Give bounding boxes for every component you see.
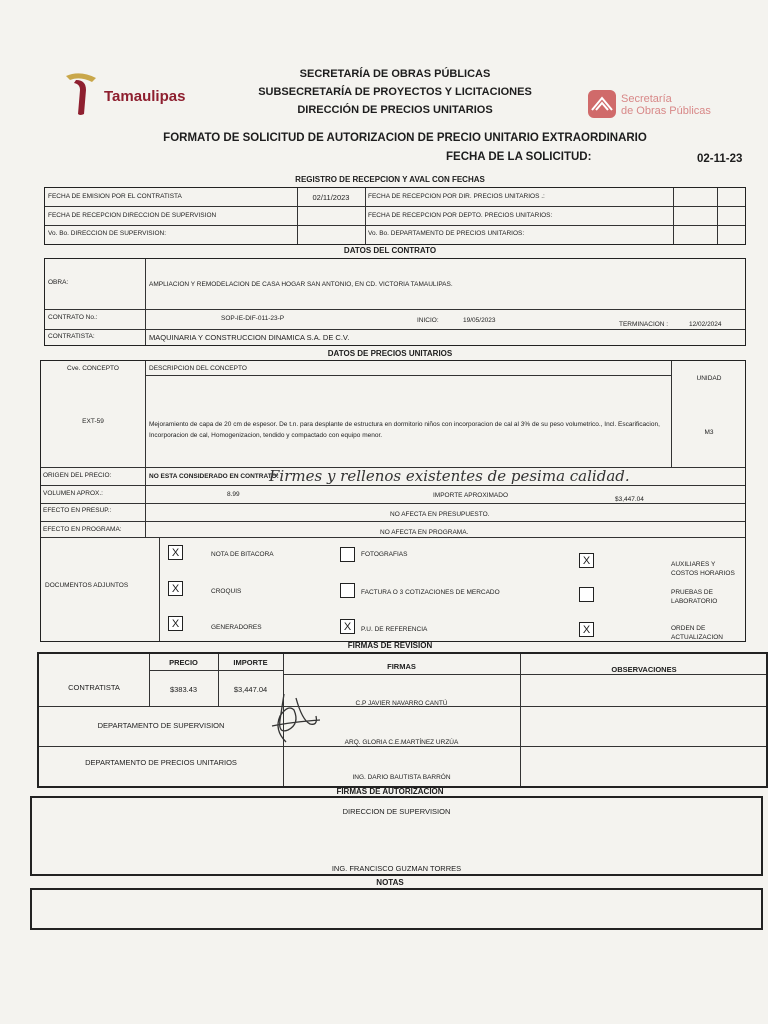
notas-title: NOTAS [376,878,404,887]
registro-left-label-2: FECHA DE RECEPCION DIRECCION DE SUPERVISION [48,212,217,219]
tamaulipas-logo [62,70,192,118]
registro-right-label-1: FECHA DE RECEPCION POR DIR. PRECIOS UNITARIOS .: [368,193,545,200]
unidad-value: M3 [704,429,714,436]
nota-bitacora-label: NOTA DE BITACORA [211,551,274,558]
direccion-supervision-label: DIRECCION DE SUPERVISION [342,807,451,816]
col-importe-header: IMPORTE [233,658,268,667]
sop-emblem-icon [588,90,616,118]
volumen-value: 8.99 [227,491,240,498]
inicio-label: INICIO: [417,317,439,324]
contratista-row-label: CONTRATISTA [68,683,120,692]
registro-left-label-3: Vo. Bo. DIRECCION DE SUPERVISION: [48,230,166,237]
request-date-value: 02-11-23 [697,153,743,165]
clave-value: EXT-59 [82,418,104,425]
contrato-value: SOP-IE-DIF-011-23-P [221,315,285,322]
contratista-value: MAQUINARIA Y CONSTRUCCION DINAMICA S.A. DE C.V. [149,333,350,342]
importe-aprox-label: IMPORTE APROXIMADO [433,492,509,499]
docs-label: DOCUMENTOS ADJUNTOS [45,582,129,589]
notas-box [30,888,763,930]
origen-value: NO ESTA CONSIDERADO EN CONTRATO: [149,473,279,480]
tamaulipas-wordmark: Tamaulipas [104,88,186,105]
header-line-1: SECRETARÍA DE OBRAS PÚBLICAS [299,68,491,80]
signature-scribble [266,690,326,750]
sop-logo [588,90,728,122]
orden-actualizacion-label: ORDEN DE ACTUALIZACION [671,625,724,641]
registro-right-label-2: FECHA DE RECEPCION POR DEPTO. PRECIOS UNITARIOS: [368,212,553,219]
header-line-2: SUBSECRETARÍA DE PROYECTOS Y LICITACIONES [258,86,532,98]
contrato-label: CONTRATO No.: [48,314,98,321]
croquis-label: CROQUIS [211,588,242,595]
registro-right-label-3: Vo. Bo. DEPARTAMENTO DE PRECIOS UNITARIOS: [368,230,525,237]
depto-precios-label: DEPARTAMENTO DE PRECIOS UNITARIOS [85,758,237,767]
descripcion-value: Mejoramiento de capa de 20 cm de espesor. De t.n. para desplante de estructura en dormitorio niños con incorporacion de cal al 3% de su peso volumetrico., Incl. Escarificacion, Incorporacion de cal, Homogenizacion, tendido y compactado con equipo menor. [149,421,660,439]
registro-title: REGISTRO DE RECEPCION Y AVAL CON FECHAS [295,175,485,184]
col-precio-header: PRECIO [169,658,198,667]
fotografias-label: FOTOGRAFIAS [361,551,408,558]
contratista-label: CONTRATISTA: [48,333,95,340]
col-unidad-header: UNIDAD [696,375,722,382]
nota-bitacora-checkbox[interactable]: X [168,545,183,560]
precio-value: $383.43 [169,685,198,694]
generadores-checkbox[interactable]: X [168,616,183,631]
programa-label: EFECTO EN PROGRAMA: [43,526,122,533]
programa-value: NO AFECTA EN PROGRAMA. [380,529,469,536]
presup-value: NO AFECTA EN PRESUPUESTO. [390,511,490,518]
obra-value: AMPLIACION Y REMODELACION DE CASA HOGAR SAN ANTONIO, EN CD. VICTORIA TAMAULIPAS. [149,281,453,288]
tamaulipas-emblem-icon [62,70,102,118]
auxiliares-label: AUXILIARES Y COSTOS HORARIOS [671,561,735,577]
obra-label: OBRA: [48,279,69,286]
autorizacion-box [30,796,763,876]
depto-supervision-label: DEPARTAMENTO DE SUPERVISION [97,721,225,730]
revision-title: FIRMAS DE REVISION [347,641,433,650]
importe-aprox-value: $3,447.04 [615,496,644,503]
croquis-checkbox[interactable]: X [168,581,183,596]
autorizacion-title: FIRMAS DE AUTORIZACION [336,787,444,796]
factura-checkbox[interactable] [340,583,355,598]
presup-label: EFECTO EN PRESUP.: [43,507,112,514]
pu-referencia-label: P.U. DE REFERENCIA [361,626,428,633]
volumen-label: VOLUMEN APROX.: [43,490,103,497]
registro-left-value-1: 02/11/2023 [312,193,350,202]
factura-label: FACTURA O 3 COTIZACIONES DE MERCADO [361,589,500,596]
origen-handwritten: Firmes y rellenos existentes de pesima calidad. [269,467,630,485]
request-date-label: FECHA DE LA SOLICITUD: [446,151,592,163]
firma-direccion: ING. FRANCISCO GUZMAN TORRES [331,864,462,873]
contrato-table [44,258,746,346]
origen-label: ORIGEN DEL PRECIO: [43,472,112,479]
sop-logo-line-2: de Obras Públicas [621,105,711,117]
importe-value: $3,447.04 [233,685,268,694]
orden-actualizacion-checkbox[interactable]: X [579,622,594,637]
precios-table [40,360,746,642]
form-title: FORMATO DE SOLICITUD DE AUTORIZACION DE PRECIO UNITARIO EXTRAORDINARIO [163,132,647,144]
firma-supervision: ARQ. GLORIA C.E.MARTÍNEZ URZÚA [344,739,459,746]
col-obs-header: OBSERVACIONES [611,665,677,674]
pruebas-lab-checkbox[interactable] [579,587,594,602]
pruebas-lab-label: PRUEBAS DE LABORATORIO [671,589,718,605]
sop-logo-line-1: Secretaría [621,93,672,105]
inicio-value: 19/05/2023 [463,317,496,324]
generadores-label: GENERADORES [211,624,262,631]
fotografias-checkbox[interactable] [340,547,355,562]
col-firmas-header: FIRMAS [387,662,416,671]
terminacion-value: 12/02/2024 [689,321,722,328]
revision-table [37,652,768,788]
registro-left-label-1: FECHA DE EMISION POR EL CONTRATISTA [48,193,182,200]
precios-title: DATOS DE PRECIOS UNITARIOS [327,349,453,358]
header-line-3: DIRECCIÓN DE PRECIOS UNITARIOS [297,104,493,116]
col-clave-header: Cve. CONCEPTO [67,365,119,372]
registro-table [44,187,746,245]
firma-precios: ING. DARIO BAUTISTA BARRÓN [352,774,451,781]
terminacion-label: TERMINACION : [619,321,669,328]
firma-contratista: C.P JAVIER NAVARRO CANTÚ [355,700,448,707]
col-desc-header: DESCRIPCION DEL CONCEPTO [149,365,247,372]
contrato-title: DATOS DEL CONTRATO [343,246,437,255]
pu-referencia-checkbox[interactable]: X [340,619,355,634]
auxiliares-checkbox[interactable]: X [579,553,594,568]
